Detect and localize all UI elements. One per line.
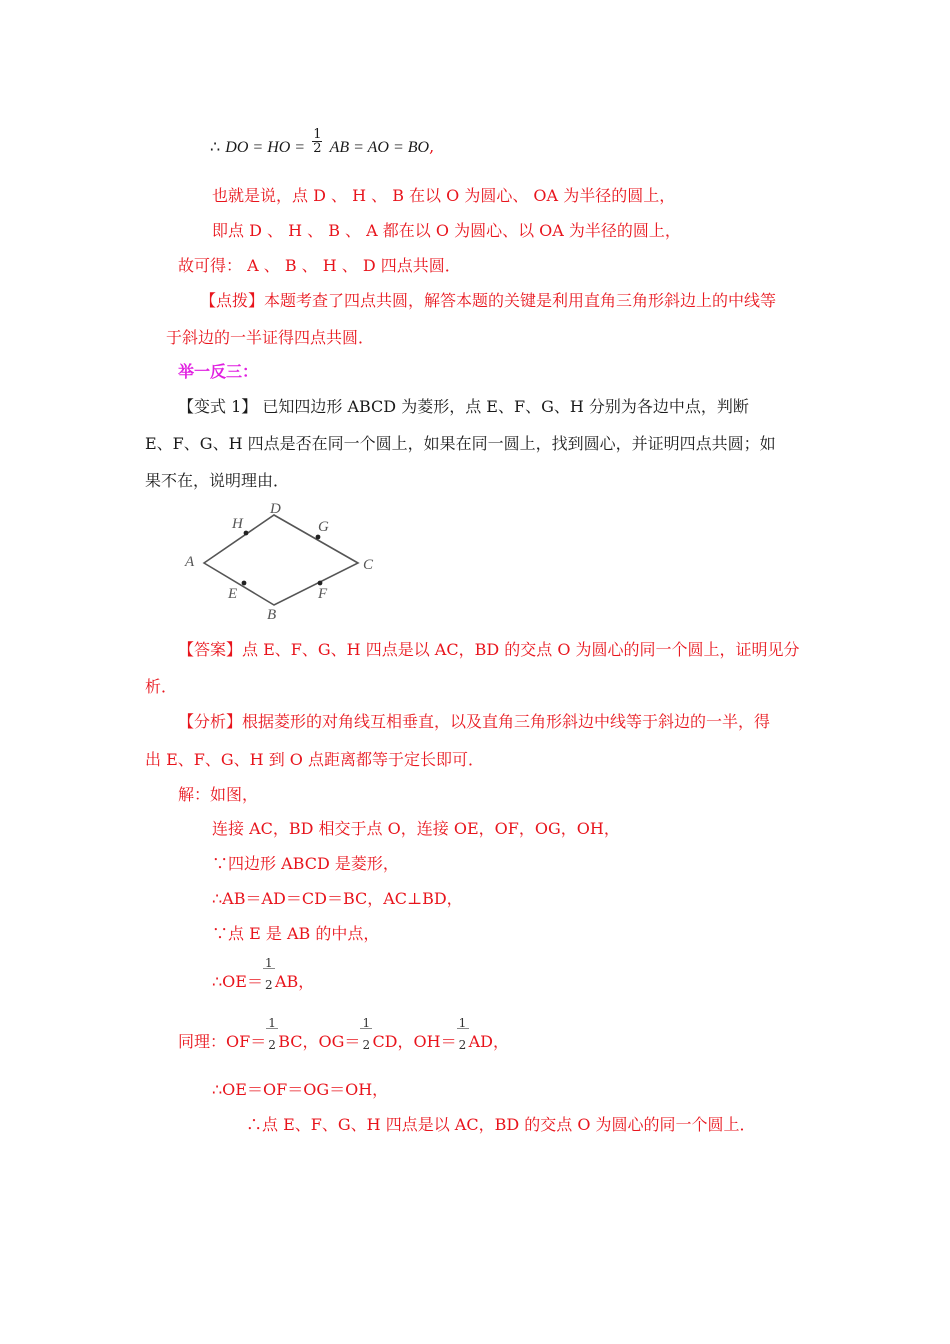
label-c: C <box>363 557 374 573</box>
solution-line-8: ∴OE＝OF＝OG＝OH， <box>212 1080 389 1099</box>
label-e: E <box>228 586 238 602</box>
fraction-numerator: 1 <box>313 127 322 142</box>
label-a: A <box>185 554 195 570</box>
rhombus-figure <box>180 495 390 625</box>
label-b: B <box>267 607 277 623</box>
half-denominator: 2 <box>362 1037 371 1052</box>
label-h: H <box>232 516 243 532</box>
half-numerator: 1 <box>362 1015 371 1030</box>
half-denominator: 2 <box>264 977 273 992</box>
midpoint-g-dot <box>316 535 321 540</box>
half-fraction <box>263 955 275 993</box>
tip-line-1: 【点拨】本题考查了四点共圆，解答本题的关键是利用直角三角形斜边上的中线等 <box>200 291 777 310</box>
fraction-half <box>312 128 322 155</box>
solution-line-4: ∴AB＝AD＝CD＝BC，AC⊥BD， <box>212 889 463 908</box>
therefore-symbol: ∴ <box>210 137 221 156</box>
solution-line-2: 连接 AC，BD 相交于点 O，连接 OE，OF，OG，OH， <box>212 819 620 838</box>
oh-part: CD，OH＝ <box>372 1032 457 1051</box>
half-denominator: 2 <box>268 1037 276 1052</box>
solution-line-1: 解：如图， <box>178 785 259 804</box>
midpoint-e-dot <box>242 581 247 586</box>
of-prefix: 同理：OF＝ <box>178 1032 267 1051</box>
label-f: F <box>318 586 328 602</box>
half-numerator: 1 <box>268 1015 276 1030</box>
analysis-line-1: 【分析】根据菱形的对角线互相垂直，以及直角三角形斜边中线等于斜边的一半，得 <box>178 712 771 731</box>
variant-line-1: 【变式 1】 已知四边形 ABCD 为菱形，点 E、F、G、H 分别为各边中点，判断 <box>178 397 749 416</box>
half-fraction-cd <box>360 1015 372 1053</box>
equation-left: DO = HO = <box>225 139 306 156</box>
midpoint-h-dot <box>244 531 249 536</box>
variant-line-3: 果不在，说明理由． <box>145 471 290 490</box>
oe-suffix: AB， <box>274 972 315 991</box>
label-g: G <box>318 519 329 535</box>
fraction-denominator: 2 <box>313 141 322 156</box>
equation-end: , <box>429 137 435 156</box>
solution-line-3: ∵四边形 ABCD 是菱形， <box>212 854 399 873</box>
proof-line-2: 也就是说，点 D 、 H 、 B 在以 O 为圆心、 OA 为半径的圆上， <box>212 186 676 205</box>
solution-line-7 <box>178 1015 509 1053</box>
half-fraction-ad <box>457 1015 469 1053</box>
solution-line-5: ∵点 E 是 AB 的中点， <box>212 924 380 943</box>
equation-right: AB = AO = BO <box>329 139 430 156</box>
proof-line-4: 故可得： A 、 B 、 H 、 D 四点共圆． <box>178 256 461 275</box>
oe-prefix: ∴OE＝ <box>212 972 263 991</box>
half-fraction-bc <box>266 1015 278 1053</box>
ad-part: AD， <box>468 1032 509 1051</box>
equation-line <box>210 127 435 170</box>
tip-line-2: 于斜边的一半证得四点共圆． <box>166 328 375 347</box>
answer-line-1: 【答案】点 E、F、G、H 四点是以 AC，BD 的交点 O 为圆心的同一个圆上，证明见分 <box>178 640 800 659</box>
half-numerator: 1 <box>264 955 273 970</box>
analysis-line-2: 出 E、F、G、H 到 O 点距离都等于定长即可． <box>145 750 484 769</box>
answer-line-2: 析． <box>145 677 178 696</box>
solution-line-9: ∴点 E、F、G、H 四点是以 AC，BD 的交点 O 为圆心的同一个圆上． <box>246 1115 756 1134</box>
variant-line-2: E、F、G、H 四点是否在同一个圆上，如果在同一圆上，找到圆心，并证明四点共圆；如 <box>145 434 776 453</box>
half-numerator: 1 <box>458 1015 467 1030</box>
label-d: D <box>270 501 281 517</box>
og-part: BC，OG＝ <box>278 1032 361 1051</box>
solution-line-6 <box>212 955 315 993</box>
section-heading: 举一反三： <box>178 362 259 381</box>
half-denominator: 2 <box>458 1037 467 1052</box>
midpoint-f-dot <box>318 581 323 586</box>
proof-line-3: 即点 D 、 H 、 B 、 A 都在以 O 为圆心、以 OA 为半径的圆上， <box>212 221 681 240</box>
